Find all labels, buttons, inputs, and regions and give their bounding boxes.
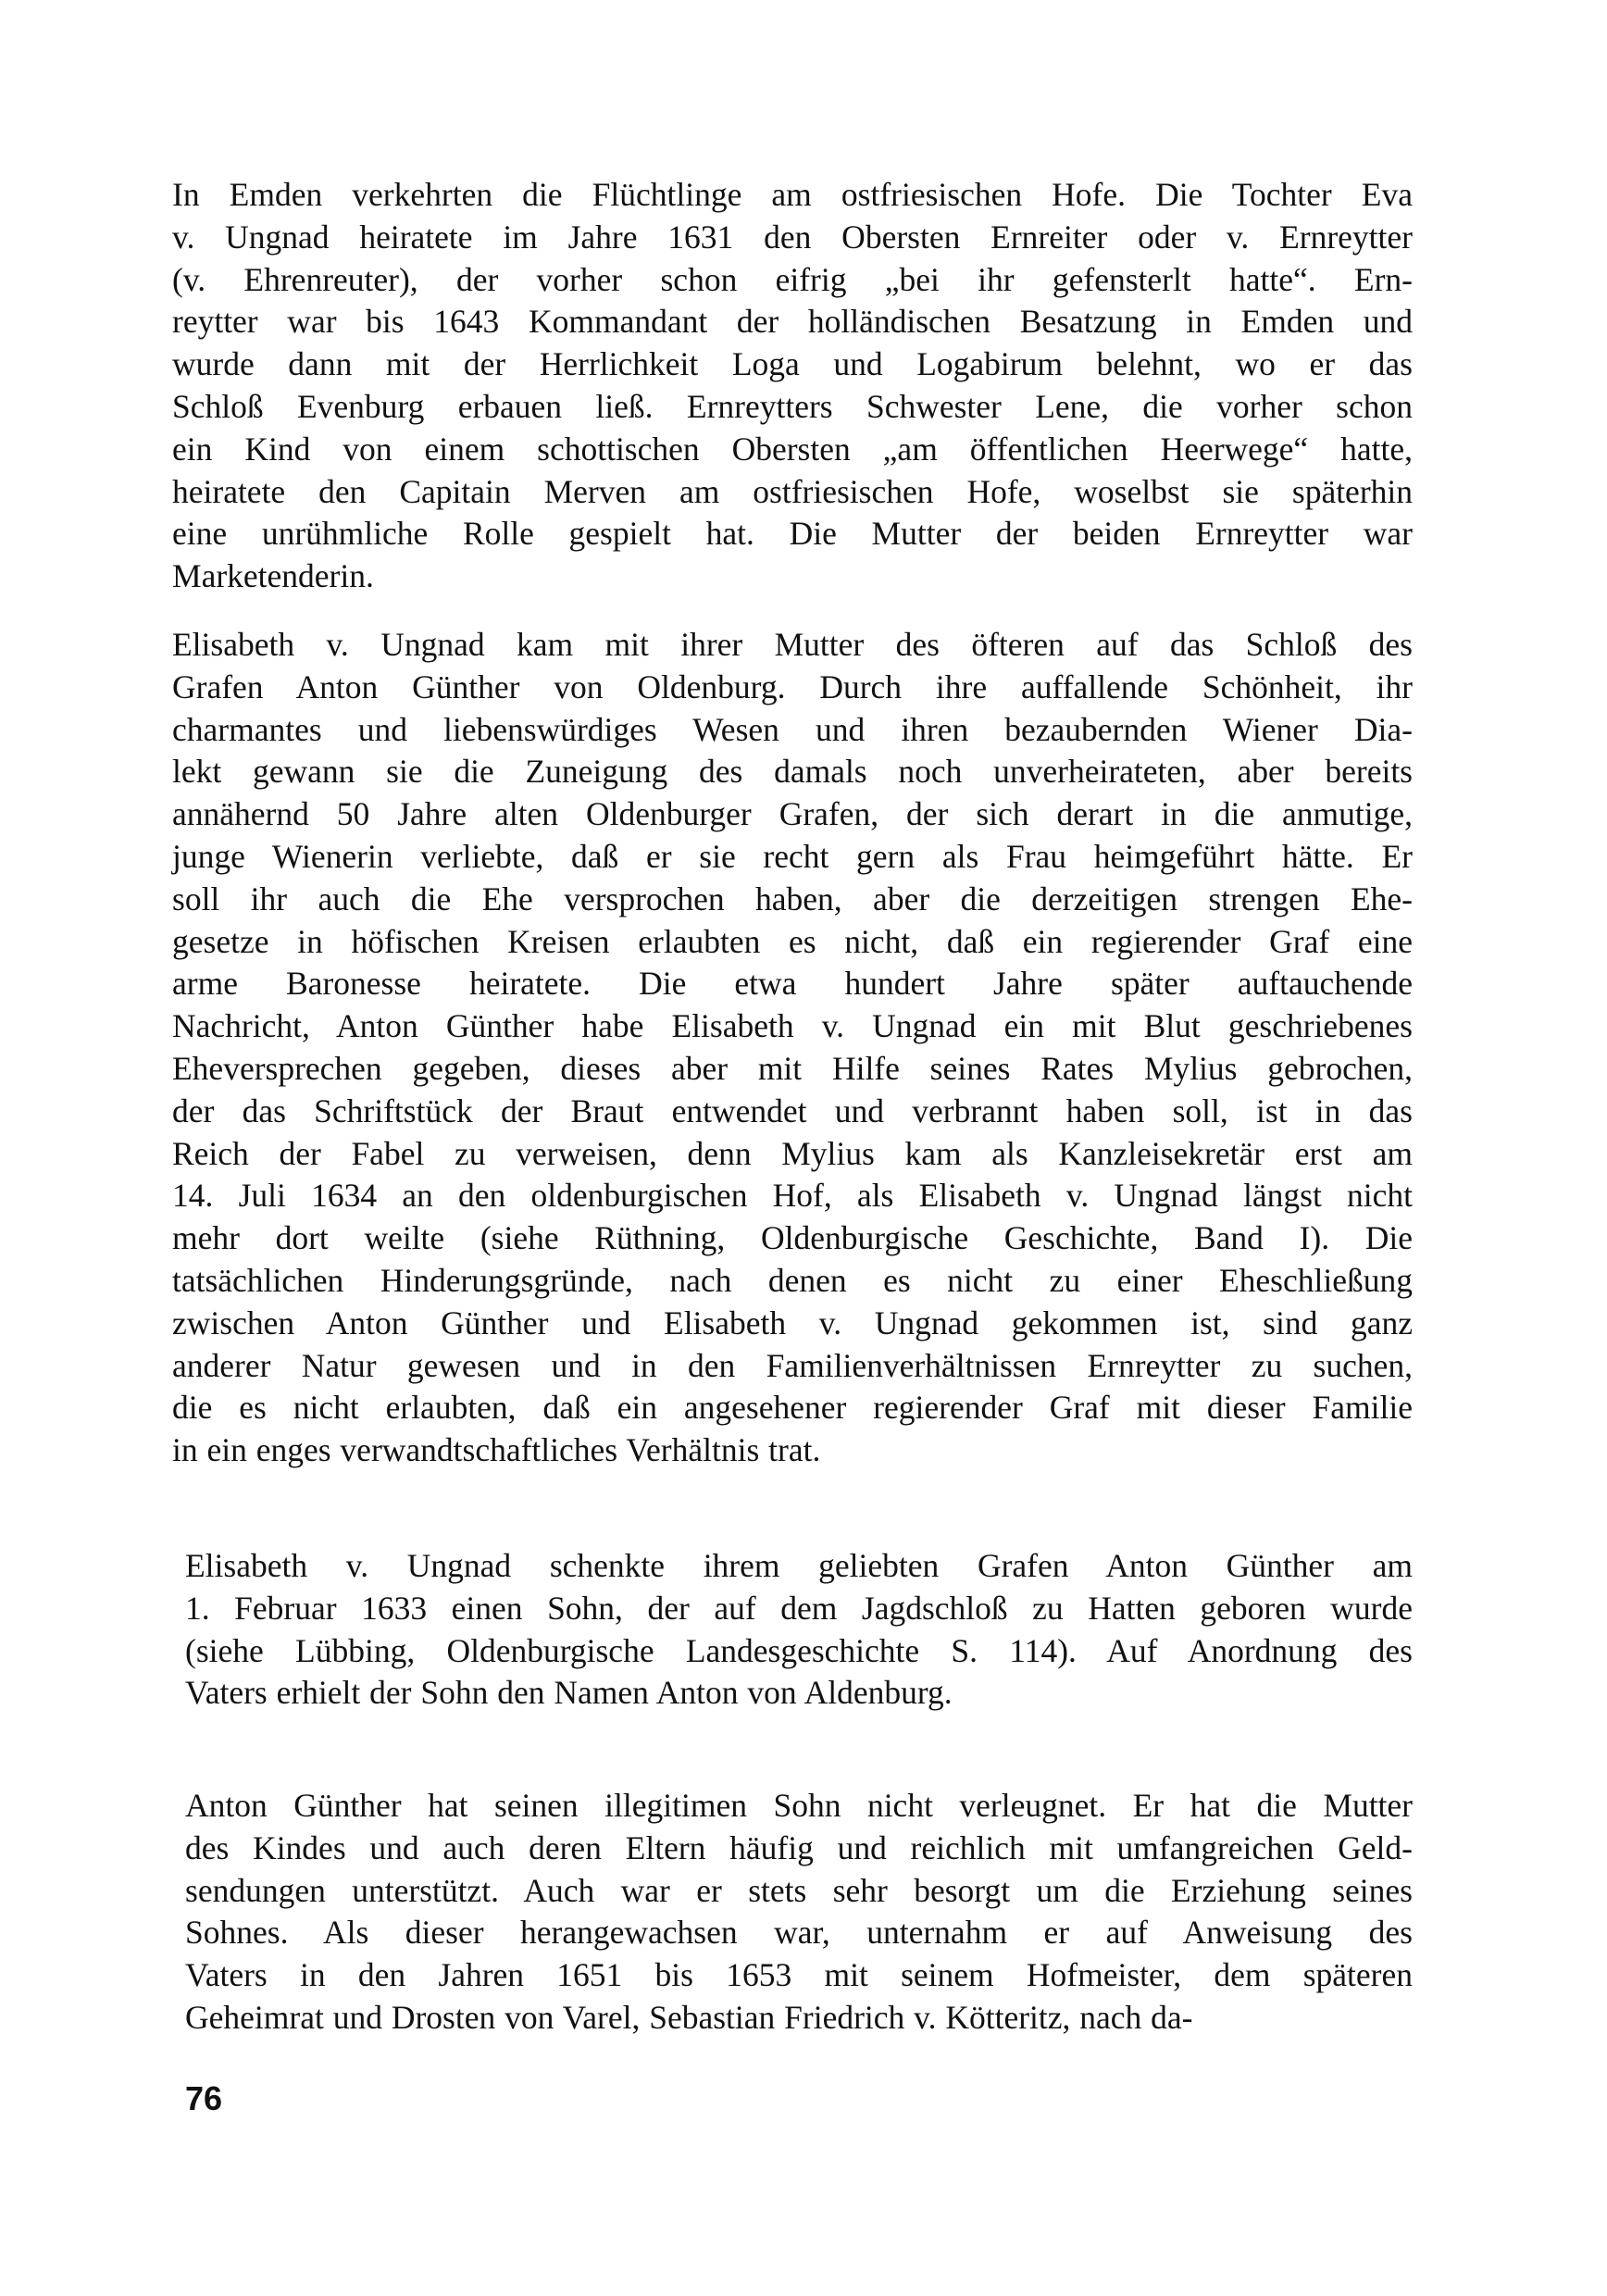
text-line: Schloß Evenburg erbauen ließ. Ernreytters Schwester Lene, die vorher schon bbox=[172, 387, 1413, 425]
text-line: der das Schriftstück der Braut entwendet und verbrannt haben soll, ist in das bbox=[172, 1092, 1413, 1129]
paragraph-4 bbox=[185, 1785, 1413, 2040]
text-line: Eheversprechen gegeben, dieses aber mit Hilfe seines Rates Mylius gebrochen, bbox=[172, 1049, 1413, 1087]
page-number: 76 bbox=[185, 2079, 223, 2117]
text-line: Reich der Fabel zu verweisen, denn Mylius kam als Kanzleisekretär erst am bbox=[172, 1134, 1413, 1172]
text-line: Marketenderin. bbox=[172, 557, 374, 595]
text-line: gesetze in höfischen Kreisen erlaubten es nicht, daß ein regierender Graf eine bbox=[172, 922, 1413, 960]
text-line: des Kindes und auch deren Eltern häufig und reichlich mit umfangreichen Geld- bbox=[185, 1828, 1413, 1866]
text-line: die es nicht erlaubten, daß ein angesehener regierender Graf mit dieser Familie bbox=[172, 1389, 1413, 1427]
text-line: Elisabeth v. Ungnad schenkte ihrem geliebten Grafen Anton Günther am bbox=[185, 1547, 1413, 1584]
paragraph-2 bbox=[172, 624, 1413, 1472]
text-line: Geheimrat und Drosten von Varel, Sebastian Friedrich v. Kötteritz, nach da- bbox=[185, 1998, 1193, 2036]
text-line: charmantes und liebenswürdiges Wesen und ihren bezaubernden Wiener Dia- bbox=[172, 710, 1413, 748]
text-line: Vaters erhielt der Sohn den Namen Anton von Aldenburg. bbox=[185, 1674, 953, 1712]
text-line: (siehe Lübbing, Oldenburgische Landesgeschichte S. 114). Auf Anordnung des bbox=[185, 1631, 1413, 1669]
text-line: lekt gewann sie die Zuneigung des damals noch unverheirateten, aber bereits bbox=[172, 753, 1413, 791]
text-line: Vaters in den Jahren 1651 bis 1653 mit seinem Hofmeister, dem späteren bbox=[185, 1956, 1413, 1994]
text-line: reytter war bis 1643 Kommandant der holländischen Besatzung in Emden und bbox=[172, 303, 1413, 341]
paragraph-3 bbox=[185, 1545, 1413, 1715]
text-line: zwischen Anton Günther und Elisabeth v. Ungnad gekommen ist, sind ganz bbox=[172, 1304, 1413, 1341]
text-line: Anton Günther hat seinen illegitimen Sohn nicht verleugnet. Er hat die Mutter bbox=[185, 1787, 1413, 1824]
text-line: Nachricht, Anton Günther habe Elisabeth v. Ungnad ein mit Blut geschriebenes bbox=[172, 1007, 1413, 1045]
text-line: In Emden verkehrten die Flüchtlinge am ostfriesischen Hofe. Die Tochter Eva bbox=[172, 176, 1413, 213]
text-line: annähernd 50 Jahre alten Oldenburger Grafen, der sich derart in die anmutige, bbox=[172, 795, 1413, 833]
text-line: eine unrühmliche Rolle gespielt hat. Die Mutter der beiden Ernreytter war bbox=[172, 515, 1413, 553]
text-line: arme Baronesse heiratete. Die etwa hundert Jahre später auftauchende bbox=[172, 965, 1413, 1003]
text-line: 1. Februar 1633 einen Sohn, der auf dem Jagdschloß zu Hatten geboren wurde bbox=[185, 1589, 1413, 1627]
paragraph-1 bbox=[172, 174, 1413, 598]
text-line: junge Wienerin verliebte, daß er sie recht gern als Frau heimgeführt hätte. Er bbox=[172, 837, 1413, 875]
text-line: 14. Juli 1634 an den oldenburgischen Hof, als Elisabeth v. Ungnad längst nicht bbox=[172, 1177, 1413, 1215]
text-line: sendungen unterstützt. Auch war er stets sehr besorgt um die Erziehung seines bbox=[185, 1871, 1413, 1909]
text-line: heiratete den Capitain Merven am ostfriesischen Hofe, woselbst sie späterhin bbox=[172, 472, 1413, 510]
text-line: mehr dort weilte (siehe Rüthning, Oldenburgische Geschichte, Band I). Die bbox=[172, 1219, 1413, 1257]
text-line: Sohnes. Als dieser herangewachsen war, unternahm er auf Anweisung des bbox=[185, 1914, 1413, 1952]
text-line: soll ihr auch die Ehe versprochen haben, aber die derzeitigen strengen Ehe- bbox=[172, 880, 1413, 917]
text-line: Grafen Anton Günther von Oldenburg. Durch ihre auffallende Schönheit, ihr bbox=[172, 668, 1413, 705]
text-line: Elisabeth v. Ungnad kam mit ihrer Mutter des öfteren auf das Schloß des bbox=[172, 626, 1413, 663]
text-line: wurde dann mit der Herrlichkeit Loga und Logabirum belehnt, wo er das bbox=[172, 345, 1413, 383]
text-line: anderer Natur gewesen und in den Familienverhältnissen Ernreytter zu suchen, bbox=[172, 1346, 1413, 1384]
text-line: ein Kind von einem schottischen Obersten „am öffentlichen Heerwege“ hatte, bbox=[172, 430, 1413, 468]
text-line: tatsächlichen Hinderungsgründe, nach denen es nicht zu einer Eheschließung bbox=[172, 1261, 1413, 1299]
text-line: in ein enges verwandtschaftliches Verhältnis trat. bbox=[172, 1431, 821, 1469]
text-line: v. Ungnad heiratete im Jahre 1631 den Obersten Ernreiter oder v. Ernreytter bbox=[172, 218, 1413, 256]
text-line: (v. Ehrenreuter), der vorher schon eifrig „bei ihr gefensterlt hatte“. Ern- bbox=[172, 260, 1413, 298]
